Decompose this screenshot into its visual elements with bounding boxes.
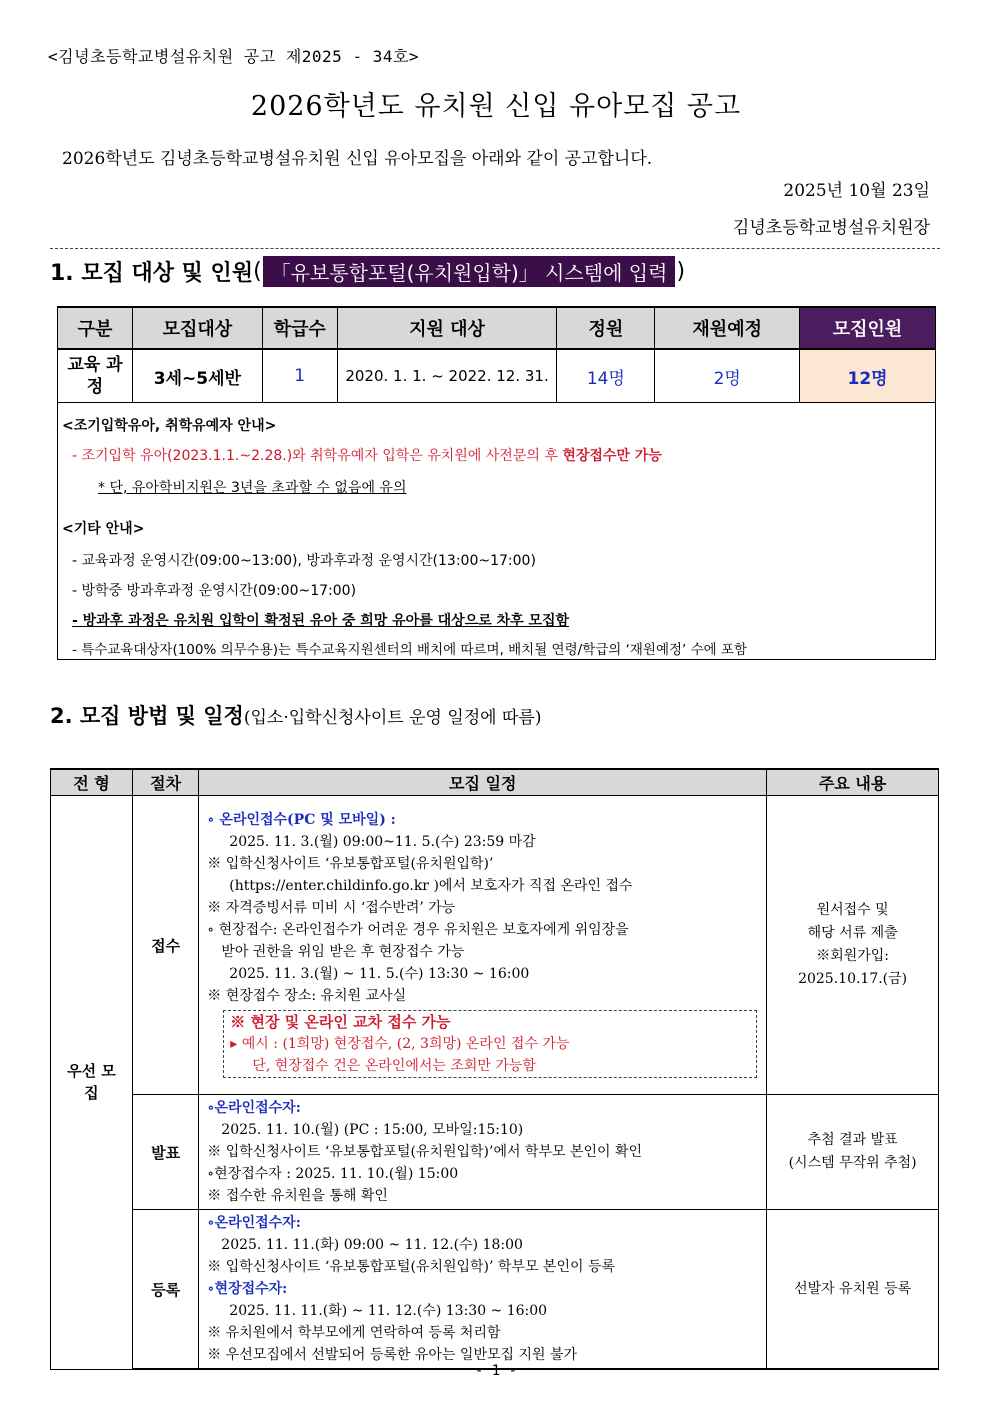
paren-open: ( (253, 259, 262, 284)
table-row (51, 1095, 939, 1210)
schedule-line: ※ 현장접수 장소: 유치원 교사실 (207, 988, 407, 1004)
cross-submit-title: ※ 현장 및 온라인 교차 접수 가능 (230, 1013, 451, 1031)
schedule-cell (199, 1210, 767, 1370)
section2-subtitle: (입소·입학신청사이트 운영 일정에 따름) (243, 708, 542, 728)
classes-cell: 1 (262, 349, 337, 403)
header-cell: 재원예정 (655, 307, 800, 349)
table-row (58, 349, 936, 403)
schedule-line: ※ 우선모집에서 선발되어 등록한 유아는 일반모집 지원 불가 (207, 1347, 578, 1363)
page-title: 2026학년도 유치원 신입 유아모집 공고 (250, 91, 742, 122)
table-row (51, 1210, 939, 1370)
category-cell: 교육 과정 (58, 349, 133, 403)
etc-note: - 방과후 과정은 유치원 입학이 확정된 유아 중 희망 유아를 대상으로 차후 모집함 (72, 613, 570, 629)
header-cell: 모집대상 (132, 307, 262, 349)
note-cell (767, 1095, 939, 1210)
schedule-line: 2025. 11. 11.(화) ~ 11. 12.(수) 13:30 ~ 16:00 (229, 1303, 548, 1319)
schedule-cell (199, 796, 767, 1095)
note-line: 해당 서류 제출 (807, 925, 898, 941)
stage-cell: 우선 모집 (51, 796, 133, 1370)
schedule-line: ∘ 온라인접수(PC 및 모바일) : (207, 812, 396, 828)
system-highlight: 「유보통합포털(유치원입학)」 시스템에 입력 (263, 256, 676, 287)
header-cell: 모집 일정 (199, 769, 767, 796)
note-cell (767, 1210, 939, 1370)
header-cell: 학급수 (262, 307, 337, 349)
capacity-cell: 14명 (557, 349, 655, 403)
schedule-line: ※ 자격증빙서류 미비 시 ‘접수반려’ 가능 (207, 900, 456, 916)
early-title: <조기입학유아, 취학유예자 안내> (62, 418, 277, 434)
recruit-cell: 12명 (800, 349, 936, 403)
schedule-line: ∘ 현장접수: 온라인접수가 어려운 경우 유치원은 보호자에게 위임장을 (207, 922, 629, 938)
step-cell: 접수 (132, 796, 198, 1095)
note-cell (767, 796, 939, 1095)
schedule-line: ※ 입학신청사이트 ‘유보통합포털(유치원입학)’ (207, 856, 494, 872)
note-line: 선발자 유치원 등록 (794, 1280, 912, 1297)
schedule-line: 2025. 11. 3.(월) ~ 11. 5.(수) 13:30 ~ 16:00 (229, 966, 530, 982)
notice-number: <김녕초등학교병설유치원 공고 제2025 - 34호> (48, 47, 420, 66)
recruit-table (57, 306, 936, 403)
target-cell: 3세~5세반 (132, 349, 262, 403)
schedule-line: ∘온라인접수자: (207, 1100, 301, 1116)
schedule-cell (199, 1095, 767, 1210)
cross-submit-example: ▸ 예시 : (1희망) 현장접수, (2, 3희망) 온라인 접수 가능 (230, 1036, 570, 1052)
header-cell: 절차 (132, 769, 198, 796)
note-line: 원서접수 및 (816, 902, 889, 918)
signer: 김녕초등학교병설유치원장 (732, 218, 930, 238)
schedule-line: 2025. 11. 11.(화) 09:00 ~ 11. 12.(수) 18:00 (221, 1237, 523, 1253)
paren-close: ) (676, 259, 686, 284)
schedule-line: ※ 입학신청사이트 ‘유보통합포털(유치원입학)’ 학부모 본인이 등록 (207, 1259, 615, 1275)
returning-cell: 2명 (655, 349, 800, 403)
step-cell: 등록 (132, 1210, 198, 1370)
header-cell: 구분 (58, 307, 133, 349)
header-cell: 정원 (557, 307, 655, 349)
note-line: (시스템 무작위 추첨) (788, 1155, 917, 1171)
eligibility-cell: 2020. 1. 1. ~ 2022. 12. 31. (337, 349, 557, 403)
schedule-line: ∘현장접수자: (207, 1281, 288, 1297)
header-cell: 전 형 (51, 769, 133, 796)
notice-date: 2025년 10월 23일 (783, 181, 930, 201)
section2-title: 2. 모집 방법 및 일정 (50, 704, 244, 728)
early-note-text: - 조기입학 유아(2023.1.1.~2.28.)와 취학유예자 입학은 유치원에 사전문의 후 (72, 448, 563, 464)
early-note (72, 445, 662, 465)
step-cell: 발표 (132, 1095, 198, 1210)
note-line: ※회원가입: (816, 948, 890, 964)
schedule-line: (https://enter.childinfo.go.kr )에서 보호자가 직접 온라인 접수 (229, 878, 633, 894)
schedule-table (50, 768, 939, 1370)
header-cell: 모집인원 (800, 307, 936, 349)
schedule-line: 2025. 11. 10.(월) (PC : 15:00, 모바일:15:10) (221, 1122, 524, 1138)
intro-text: 2026학년도 김녕초등학교병설유치원 신입 유아모집을 아래와 같이 공고합니다. (62, 149, 653, 169)
note-line: 2025.10.17.(금) (798, 971, 908, 987)
table-header-row (58, 307, 936, 349)
cross-submit-note: 단, 현장접수 건은 온라인에서는 조회만 가능함 (252, 1058, 536, 1074)
table-header-row (51, 769, 939, 796)
schedule-line: ※ 입학신청사이트 ‘유보통합포털(유치원입학)’에서 학부모 본인이 확인 (207, 1144, 643, 1160)
page-number: - 1 - (474, 1363, 518, 1379)
cross-submit-box (223, 1010, 757, 1078)
schedule-line: ∘현장접수자 : 2025. 11. 10.(월) 15:00 (207, 1166, 459, 1182)
divider (50, 248, 940, 249)
section1-heading (50, 256, 685, 287)
schedule-line: ∘온라인접수자: (207, 1215, 301, 1231)
etc-note: - 교육과정 운영시간(09:00~13:00), 방과후과정 운영시간(13:00~17:00) (72, 553, 536, 569)
schedule-line: ※ 접수한 유치원을 통해 확인 (207, 1188, 388, 1204)
etc-note: - 특수교육대상자(100% 의무수용)는 특수교육지원센터의 배치에 따르며, 배치될 연령/학급의 ‘재원예정’ 수에 포함 (72, 642, 748, 658)
schedule-line: ※ 유치원에서 학부모에게 연락하여 등록 처리함 (207, 1325, 501, 1341)
table-row (51, 796, 939, 1095)
early-note-emphasis: 현장접수만 가능 (562, 448, 662, 464)
etc-title: <기타 안내> (62, 521, 145, 537)
note-line: 추첨 결과 발표 (807, 1132, 898, 1148)
etc-note: - 방학중 방과후과정 운영시간(09:00~17:00) (72, 583, 357, 599)
schedule-line: 2025. 11. 3.(월) 09:00~11. 5.(수) 23:59 마감 (229, 834, 536, 850)
early-subnote: * 단, 유아학비지원은 3년을 초과할 수 없음에 유의 (98, 480, 407, 496)
section1-title: 1. 모집 대상 및 인원 (50, 261, 254, 286)
schedule-line: 받아 권한을 위임 받은 후 현장접수 가능 (221, 944, 465, 960)
notes-box (57, 399, 936, 660)
header-cell: 주요 내용 (767, 769, 939, 796)
header-cell: 지원 대상 (337, 307, 557, 349)
section2-heading (50, 700, 541, 730)
